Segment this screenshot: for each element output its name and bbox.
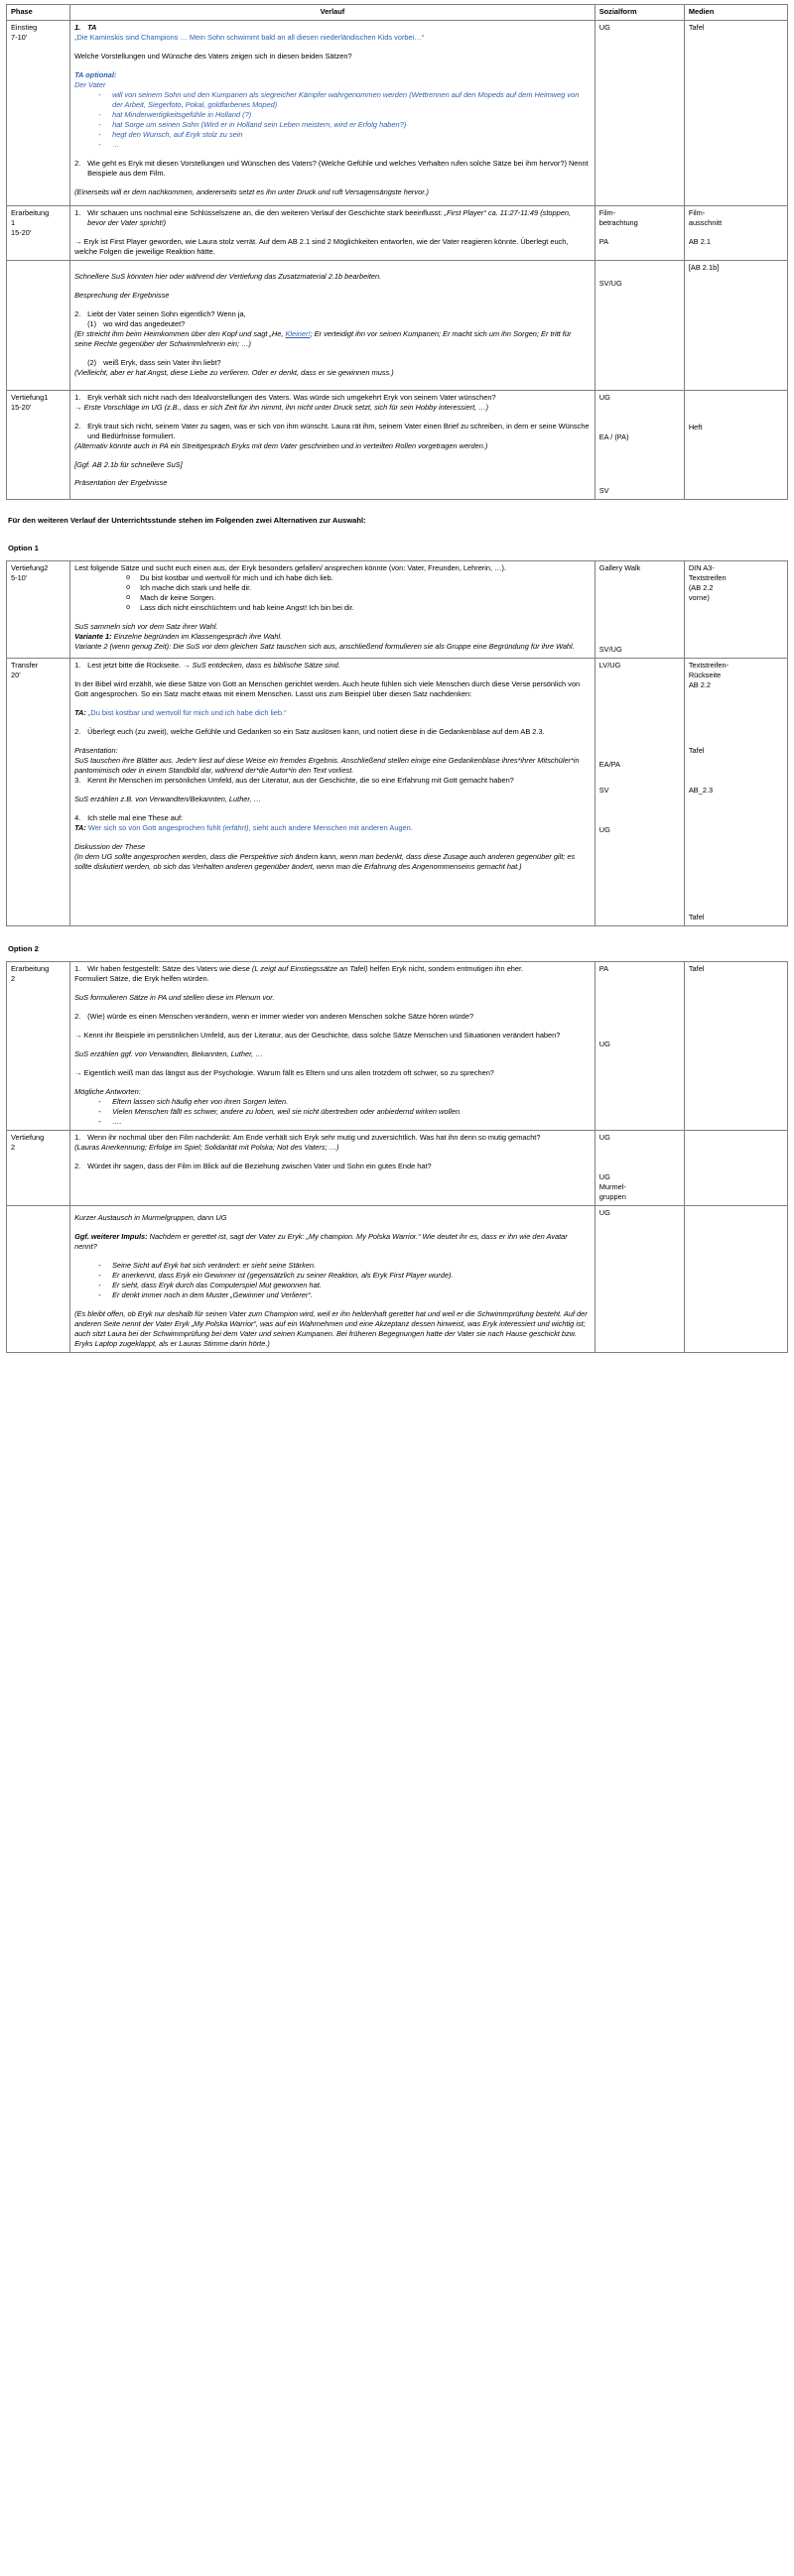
table-row-erarbeitung-1 (7, 205, 788, 260)
transfer-item1-a: Lest jetzt bitte die Rückseite. (87, 661, 184, 670)
sub-question-2: weiß Eryk, dass sein Vater ihn liebt? (103, 357, 221, 367)
transfer-praesentation-text: SuS tauschen ihre Blätter aus. Jede*r liest auf diese Weise ein fremdes Ergebnis. Anschließend stellen einige eine Gedankenblase ihres*ihrer Mitschüler*in pantomimisch oder in einem Standbild dar, während der*die Autor*in den Text vorliest. (74, 755, 580, 775)
phase-label-vertiefung-2 (7, 561, 70, 659)
dash-marker: - (98, 89, 101, 99)
erarbeitung1-item1-b: „First Player“ ca. 11:27-11:49 (stoppen, bevor der Vater spricht!) (87, 207, 572, 227)
list-item (98, 1261, 591, 1271)
erarbeitung2-item1-line2: Formuliert Sätze, die Eryk helfen würden. (74, 974, 209, 984)
phase-label-erarbeitung-1 (7, 205, 70, 260)
sozialform-value: betrachtung (598, 217, 638, 227)
circle-marker: o (126, 603, 130, 611)
dash-marker: - (98, 1270, 101, 1280)
medien-value: vorne) (688, 592, 710, 602)
vertiefung1-item1: Eryk verhält sich nicht nach den Idealvorstellungen des Vaters. Was würde sich umgekehrt Eryk von seinem Vater wünschen? (87, 392, 496, 402)
phase-number: 1 (11, 217, 16, 227)
verlauf-cell-vertiefung-2b (70, 1130, 596, 1205)
sozialform-value: UG (598, 1132, 610, 1142)
list-item (126, 593, 591, 603)
transfer-item4-ta (74, 823, 591, 833)
verlauf-cell-erarbeitung-1 (70, 205, 596, 260)
medien-cell-erarbeitung-1 (684, 205, 787, 260)
sozialform-value: Gallery Walk (598, 563, 641, 573)
medien-value: Tafel (688, 745, 705, 755)
sub-question-2-note: (Vielleicht, aber er hat Angst, diese Liebe zu verlieren. Oder er denkt, dass er sie gewinnen muss.) (74, 367, 394, 377)
erarbeitung1-item1-a: Wir schauen uns nochmal eine Schlüsselszene an, die den weiteren Verlauf der Geschichte stark beeinflusst: (87, 207, 445, 217)
column-header-phase: Phase (7, 5, 70, 21)
verlauf-cell-erarbeitung-2 (70, 962, 596, 1131)
dash-marker: - (98, 1117, 101, 1126)
impuls-bullet-3: Er sieht, dass Eryk durch das Computerspiel Mut gewonnen hat. (112, 1280, 322, 1289)
circle-marker: o (126, 574, 130, 582)
verlauf-cell-einstieg (70, 20, 596, 205)
vater-bullet-2: hat Minderwertigkeitsgefühle in Holland (?) (112, 109, 252, 119)
list-marker: 3. (74, 775, 81, 785)
medien-cell-erarbeitung-2 (684, 962, 787, 1131)
impuls-text: Nachdem er gerettet ist, sagt der Vater zu Eryk: „My champion. My Polska Warrior.“ Wie deutet ihr es, dass er ihn wie den Avatar nennt? (74, 1231, 568, 1251)
list-marker: 1. (74, 661, 81, 670)
sozialform-cell-vertiefung-1 (595, 390, 684, 499)
medien-value: ausschnitt (688, 217, 723, 227)
sub1-note-post: ; Er verteidigt ihn vor seinen Kumpanen; Er macht sich um ihn Sorgen; Er tritt für seine Rechte gegenüber der Schwimmlehrerin ein; …) (74, 328, 572, 348)
sozialform-value: LV/UG (598, 661, 621, 670)
sozialform-value: UG (598, 1171, 610, 1181)
satz-bullet-3: Mach dir keine Sorgen. (140, 592, 216, 602)
phase-label-transfer (7, 659, 70, 926)
medien-value: Film- (688, 207, 706, 217)
list-item (126, 573, 591, 583)
closing-note: (Es bleibt offen, ob Eryk nur deshalb für seinen Vater zum Champion wird, weil er ihn heldenhaft gerettet hat und weil er die Schwimmprüfung besteht. Auf der anderen Seite nennt der Vater Eryk „My Polska Warrior“, was auf ein Wahrnehmen und eine Akzeptanz dessen hinweist, was Eryk interessiert und wichtig ist; auch sitzt Laura bei der Schwimmprüfung bei dem Vater und seinen Kumpanen. Bei früheren Begegnungen hatte der Vater sie nach Hause geschickt bzw. Eryks Laptop zugeklappt, als er Lauras Stimme darin hörte.) (74, 1308, 588, 1348)
verlauf-cell-vertiefung-1 (70, 390, 596, 499)
list-marker: 2. (74, 1012, 81, 1022)
ggf-ab21b: [Ggf. AB 2.1b für schnellere SuS] (74, 459, 183, 469)
list-item (98, 1117, 591, 1127)
phase-name: Vertiefung1 (11, 392, 49, 402)
medien-value: Rückseite (688, 670, 722, 679)
dash-marker: - (98, 139, 101, 149)
verlauf-cell-erarbeitung-1-cont (70, 260, 596, 390)
transfer-ta (74, 708, 591, 718)
table-row-vertiefung-1 (7, 390, 788, 499)
list-marker: 1. (74, 1132, 81, 1142)
transfer-item1 (87, 661, 591, 671)
medien-value: [AB 2.1b] (688, 262, 720, 272)
vertiefung1-item1-arrow: → Erste Vorschläge im UG (z.B., dass er sich Zeit für ihn nimmt, ihn nicht unter Druck setzt, sich für sein Hobby interessiert, …) (74, 402, 489, 412)
medien-cell-transfer (684, 659, 787, 926)
antwort-bullet-3: …. (112, 1117, 122, 1126)
phase-label-empty-2 (7, 1205, 70, 1352)
table-row-einstieg (7, 20, 788, 205)
list-marker: 4. (74, 812, 81, 822)
variante-1-label: Variante 1: (74, 631, 112, 641)
medien-cell-murmelgruppen (684, 1205, 787, 1352)
phase-label-vertiefung-2b (7, 1130, 70, 1205)
transfer-item4: Ich stelle mal eine These auf: (87, 812, 184, 822)
phase-number: 2 (11, 1142, 16, 1152)
phase-name: Vertiefung2 (11, 563, 49, 573)
medien-cell-vertiefung-2 (684, 561, 787, 659)
medien-cell-vertiefung-2b (684, 1130, 787, 1205)
impuls-bullet-4: Er denkt immer noch in dem Muster „Gewinner und Verlierer“. (112, 1289, 313, 1299)
vater-bullet-5: … (112, 139, 120, 149)
phase-duration: 15-20′ (11, 402, 32, 412)
sozialform-cell-einstieg (595, 20, 684, 205)
einstieg-item2-note: (Einerseits will er dem nachkommen, andererseits setzt es ihn unter Druck und ruft Versagensängste hervor.) (74, 186, 429, 196)
list-marker: 2. (74, 726, 81, 736)
note-faster-students: Schnellere SuS könnten hier oder während der Vertiefung das Zusatzmaterial 2.1b bearbeiten. (74, 271, 382, 281)
medien-value: AB_2.3 (688, 785, 714, 795)
list-item (98, 140, 591, 150)
list-marker: 2. (74, 1161, 81, 1170)
sozialform-value: EA / (PA) (598, 431, 629, 441)
sub1-note-pre: (Er streicht ihm beim Heimkommen über den Kopf und sagt „He, (74, 328, 286, 338)
medien-value: Tafel (688, 964, 705, 974)
erarbeitung2-item2-note: SuS erzählen ggf. von Verwandten, Bekannten, Luther, … (74, 1049, 263, 1059)
impuls-bullet-1: Seine Sicht auf Eryk hat sich verändert: er sieht seine Stärken. (112, 1260, 317, 1270)
lesson-plan-table-option1 (6, 560, 788, 926)
list-marker: 2. (74, 308, 81, 318)
transfer-ta-label: TA: (74, 707, 86, 717)
option-2-title: Option 2 (8, 943, 39, 953)
phase-name: Einstieg (11, 22, 38, 32)
transfer-item3-note: SuS erzählen z.B. von Verwandten/Bekannten, Luther, … (74, 794, 261, 803)
list-item (126, 603, 591, 613)
phase-duration: 7-10′ (11, 32, 28, 42)
satz-bullet-1: Du bist kostbar und wertvoll für mich und ich habe dich lieb. (140, 573, 333, 583)
list-item (98, 130, 591, 140)
phase-name: Erarbeitung (11, 207, 50, 217)
erarbeitung1-item1 (87, 208, 591, 228)
phase-label-einstieg (7, 20, 70, 205)
transfer-paragraph: In der Bibel wird erzählt, wie diese Sätze von Gott an Menschen gerichtet werden. Auch heute fühlen sich viele Menschen durch diese Verse persönlich von Gott angesprochen. So ein Satz macht etwas mit einem Menschen. Lasst uns zum Beispiel über diesen Satz nachdenken: (74, 678, 581, 698)
erarbeitung2-item2-arrow: → Kennt ihr Beispiele im persönlichen Umfeld, aus der Literatur, aus der Geschichte, dass solche Sätze Menschen und Situationen verändert haben? (74, 1031, 561, 1041)
impuls-bullet-2: Er anerkennt, dass Eryk ein Gewinner ist (gegensätzlich zu seiner Reaktion, als Eryk First Player wurde). (112, 1270, 454, 1280)
medien-value: Textstreifen (688, 573, 727, 583)
vertiefung1-item2: Eryk traut sich nicht, seinem Vater zu sagen, was er sich von ihm wünscht. Laura rät ihm, seinem Vater einen Brief zu schreiben, in dem er seine Wünsche und Bedürfnisse formuliert. (87, 421, 590, 440)
erarbeitung2-item1-a: Wir haben festgestellt: Sätze des Vaters wie diese (87, 964, 252, 974)
circle-marker: o (126, 584, 130, 591)
sozialform-value: UG (598, 1207, 610, 1217)
table-row-erarbeitung-2 (7, 962, 788, 1131)
variante-1-text: Einzelne begründen im Klassengespräch ihre Wahl. (111, 631, 283, 641)
dash-marker: - (98, 129, 101, 139)
besprechung-ergebnisse: Besprechung der Ergebnisse (74, 290, 170, 300)
dash-marker: - (98, 109, 101, 119)
vater-bullet-4: hegt den Wunsch, auf Eryk stolz zu sein (112, 129, 243, 139)
phase-name: Transfer (11, 661, 39, 670)
sozialform-value: SV (598, 485, 609, 495)
list-marker: 1. (74, 964, 81, 974)
table-row-vertiefung-2 (7, 561, 788, 659)
ta-optional-label: TA optional: (74, 69, 117, 79)
praesentation-ergebnisse: Präsentation der Ergebnisse (74, 478, 168, 488)
table-header-row (7, 5, 788, 21)
alternatives-note: Für den weiteren Verlauf der Unterrichtsstunde stehen im Folgenden zwei Alternativen zur Auswahl: (8, 515, 366, 525)
phase-label-vertiefung-1 (7, 390, 70, 499)
sozialform-cell-murmelgruppen (595, 1205, 684, 1352)
verlauf-cell-vertiefung-2 (70, 561, 596, 659)
table-row-erarbeitung-1-cont (7, 260, 788, 390)
variante-1 (74, 632, 591, 642)
sozialform-value: PA (598, 964, 609, 974)
sozialform-value: Film- (598, 207, 616, 217)
phase-duration: 5-10′ (11, 573, 28, 583)
impuls-label: Ggf. weiterer Impuls: (74, 1231, 148, 1241)
antwort-bullet-1: Eltern lassen sich häufig eher von ihren Sorgen leiten. (112, 1097, 289, 1107)
transfer-item4-ta-label: TA: (74, 822, 86, 832)
sozialform-value: Murmel- (598, 1181, 626, 1191)
medien-value: Tafel (688, 912, 705, 921)
medien-value: AB 2.1 (688, 236, 712, 246)
table-row-transfer (7, 659, 788, 926)
list-item (98, 110, 591, 120)
medien-value: (AB 2.2 (688, 583, 714, 592)
dash-marker: - (98, 1280, 101, 1289)
erarbeitung1-arrow: → Eryk ist First Player geworden, wie Laura stolz verrät. Auf dem AB 2.1 sind 2 Möglichkeiten entworfen, wie der Vater reagieren könnte. Überlegt euch, welche Folgen die jeweilige Reaktion hätte. (74, 236, 569, 256)
einstieg-item2: Wie geht es Eryk mit diesen Vorstellungen und Wünschen des Vaters? (Welche Gefühle und welches Verhalten rufen solche Sätze bei ihm hervor?) Nennt Beispiele aus dem Film. (87, 158, 589, 178)
list-marker: 1. (74, 392, 81, 402)
list-item (98, 120, 591, 130)
column-header-sozialform: Sozialform (595, 5, 684, 21)
dash-marker: - (98, 1289, 101, 1299)
phase-name: Vertiefung (11, 1132, 45, 1142)
sozialform-value: UG (598, 1040, 610, 1049)
variante-2: Variante 2 (wenn genug Zeit): Die SuS vor dem gleichen Satz tauschen sich aus, anschließend formulieren sie als Gruppe eine Begründung für ihre Wahl. (74, 641, 575, 651)
transfer-item3: Kennt ihr Menschen im persönlichen Umfeld, aus der Literatur, aus der Geschichte, die so eine Erfahrung mit Gott gemacht haben? (87, 775, 514, 785)
sozialform-cell-erarbeitung-2 (595, 962, 684, 1131)
transfer-item1-b: → SuS entdecken, dass es biblische Sätze sind. (183, 661, 340, 670)
weiterer-impuls (74, 1232, 591, 1252)
vertiefung2b-item1-note: (Lauras Anerkennung; Erfolge im Spiel; Solidarität mit Polska; Not des Vaters; …) (74, 1142, 339, 1152)
erarbeitung2-item1-ital: (L zeigt auf Einstiegssätze an Tafel) (251, 964, 368, 974)
table-row-vertiefung-2b (7, 1130, 788, 1205)
circle-marker: o (126, 593, 130, 601)
vater-bullet-1: will von seinem Sohn und den Kumpanen als siegreicher Kämpfer wahrgenommen werden (Wettrennen auf den Mopeds auf dem Heimweg von der Arbeit, Siegerfoto, Pokal, goldfarbenes Moped) (112, 89, 580, 109)
sub-marker: (2) (87, 357, 97, 367)
list-marker: 1. (74, 22, 81, 32)
list-item (126, 583, 591, 593)
sub-question-1-note (74, 329, 591, 349)
list-marker: 2. (74, 158, 81, 168)
liebt-vater-question: Liebt der Vater seinen Sohn eigentlich? Wenn ja, (87, 308, 246, 318)
transfer-item2: Überlegt euch (zu zweit), welche Gefühle und Gedanken so ein Satz auslösen kann, und notiert diese in die Gedankenblase auf dem AB 2.3. (87, 726, 545, 736)
sub-marker: (1) (87, 318, 97, 328)
ta-quote: „Die Kaminskis sind Champions … Mein Sohn schwimmt bald an all diesen niederländischen Kids vorbei…“ (74, 32, 425, 42)
list-marker: 1. (74, 207, 81, 217)
sozialform-value: UG (598, 22, 610, 32)
medien-value: Heft (688, 422, 703, 431)
phase-label-erarbeitung-2 (7, 962, 70, 1131)
dash-marker: - (98, 119, 101, 129)
sozialform-cell-vertiefung-2b (595, 1130, 684, 1205)
erarbeitung2-item2-arrow2: → Eigentlich weiß man das längst aus der Psychologie. Warum fällt es Eltern und uns allen trotzdem oft schwer, so zu sprechen? (74, 1068, 494, 1078)
erarbeitung2-item1 (87, 964, 591, 974)
transfer-ta-quote: „Du bist kostbar und wertvoll für mich und ich habe dich lieb.“ (85, 707, 287, 717)
dash-marker: - (98, 1107, 101, 1117)
erarbeitung2-item1-note: SuS formulieren Sätze in PA und stellen diese im Plenum vor. (74, 993, 275, 1003)
list-item (98, 90, 591, 110)
column-header-medien: Medien (684, 5, 787, 21)
column-header-verlauf: Verlauf (70, 5, 596, 21)
sozialform-cell-erarbeitung-1 (595, 205, 684, 260)
medien-cell-einstieg (684, 20, 787, 205)
murmel-austausch: Kurzer Austausch in Murmelgruppen, dann UG (74, 1212, 227, 1222)
sozialform-value: PA (598, 236, 609, 246)
vertiefung2b-item2: Würdet ihr sagen, dass der Film im Blick auf die Beziehung zwischen Vater und Sohn ein gutes Ende hat? (87, 1161, 432, 1170)
lesson-plan-table-option2 (6, 961, 788, 1353)
phase-duration: 20′ (11, 670, 21, 679)
sozialform-value: SV/UG (598, 645, 622, 655)
transfer-item4-ta-ital: (erfährt) (222, 822, 249, 832)
sozialform-value: SV (598, 785, 609, 795)
verlauf-cell-transfer (70, 659, 596, 926)
erarbeitung2-item2: (Wie) würde es einen Menschen verändern, wenn er immer wieder von anderen Menschen solche Sätze hören würde? (87, 1012, 474, 1022)
list-item (98, 1107, 591, 1117)
sozialform-cell-transfer (595, 659, 684, 926)
medien-value: Textstreifen- (688, 661, 729, 670)
dash-marker: - (98, 1097, 101, 1107)
phase-label-empty (7, 260, 70, 390)
sozialform-value: EA/PA (598, 759, 620, 769)
sozialform-value: gruppen (598, 1191, 626, 1201)
phase-number: 2 (11, 974, 16, 984)
diskussion-text: (In dem UG sollte angesprochen werden, dass die Perspektive sich ändern kann, wenn man bedenkt, dass diese Zusage auch anderen gegenüber gilt; es sollte diskutiert werden, ob sich das Verhalten anderen gegenüber ändert, wenn man die Erfahrung des Angenommenseins gemacht hat.) (74, 851, 576, 871)
vater-bullet-3: hat Sorge um seinen Sohn (Wird er in Holland sein Leben meistern, wird er Erfolg haben?) (112, 119, 407, 129)
option-1-title: Option 1 (8, 543, 39, 552)
moegliche-antworten-label: Mögliche Antworten: (74, 1087, 141, 1097)
phase-duration: 15-20′ (11, 227, 32, 237)
der-vater-label: Der Vater (74, 79, 106, 89)
erarbeitung2-item1-b: helfen Eryk nicht, sondern entmutigen ihn eher. (367, 964, 524, 974)
sozialform-value: UG (598, 392, 610, 402)
vertiefung2-intro: Lest folgende Sätze und sucht euch einen aus, der Eryk besonders gefallen/ ansprechen könnte (von: Vater, Freunden, Lehrerin, …). (74, 563, 507, 573)
list-item (98, 1290, 591, 1300)
table-row-murmelgruppen (7, 1205, 788, 1352)
list-marker: 2. (74, 421, 81, 430)
list-item (98, 1097, 591, 1107)
medien-value: Tafel (688, 22, 705, 32)
sozialform-value: SV/UG (598, 278, 622, 288)
medien-value: DIN A3- (688, 563, 715, 573)
medien-cell-vertiefung-1 (684, 390, 787, 499)
satz-bullet-4: Lass dich nicht einschüchtern und hab keine Angst! Ich bin bei dir. (140, 602, 354, 612)
dash-marker: - (98, 1260, 101, 1270)
list-item (98, 1281, 591, 1290)
satz-bullet-2: Ich mache dich stark und helfe dir. (140, 583, 252, 592)
list-item (98, 1271, 591, 1281)
sozialform-cell-vertiefung-2 (595, 561, 684, 659)
diskussion-label: Diskussion der These (74, 841, 146, 851)
phase-name: Erarbeitung (11, 964, 50, 974)
vertiefung2b-item1: Wenn ihr nochmal über den Film nachdenkt: Am Ende verhält sich Eryk sehr mutig und zuversichtlich. Was hat ihn denn so mutig gemacht? (87, 1132, 541, 1142)
sus-sammeln: SuS sammeln sich vor dem Satz ihrer Wahl. (74, 621, 218, 631)
sub1-note-underline: Kleiner! (285, 328, 311, 338)
transfer-item4-ta-b: , sieht auch andere Menschen mit anderen Augen. (248, 822, 413, 832)
medien-value: AB 2.2 (688, 679, 712, 689)
transfer-praesentation-label: Präsentation: (74, 745, 118, 755)
antwort-bullet-2: Vielen Menschen fällt es schwer, andere zu loben, weil sie nicht übertreiben oder anbiedernd wirken wollen. (112, 1107, 463, 1117)
medien-cell-erarbeitung-1-cont (684, 260, 787, 390)
verlauf-cell-murmelgruppen (70, 1205, 596, 1352)
sozialform-cell-erarbeitung-1-cont (595, 260, 684, 390)
vertiefung1-item2-note: (Alternativ könnte auch in PA ein Streitgespräch Eryks mit dem Vater geschrieben und in verteilten Rollen vorgetragen werden.) (74, 440, 488, 450)
sozialform-value: UG (598, 824, 610, 834)
ta-heading: TA (87, 22, 97, 32)
lesson-plan-table-main (6, 4, 788, 500)
einstieg-question: Welche Vorstellungen und Wünsche des Vaters zeigen sich in diesen beiden Sätzen? (74, 51, 352, 61)
transfer-item4-ta-a: Wer sich so von Gott angesprochen fühlt (85, 822, 223, 832)
sub-question-1: wo wird das angedeutet? (103, 318, 186, 328)
